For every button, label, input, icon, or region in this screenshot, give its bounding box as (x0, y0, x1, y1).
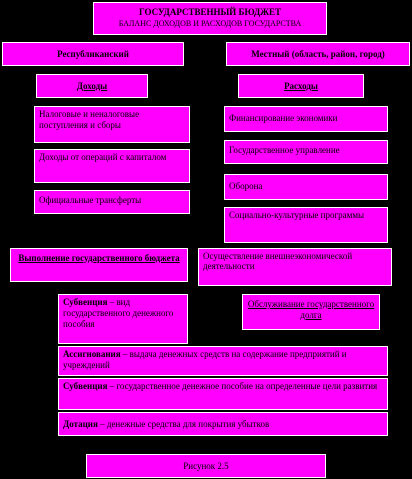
definition-row (58, 378, 388, 410)
income-item (34, 149, 190, 183)
definition-term: Ассигнования (63, 349, 121, 359)
definition-text: – денежные средства для покрытия убытков (97, 419, 270, 429)
debt-service-box (242, 294, 380, 330)
debt-service-label: Обслуживание государственного долга (247, 299, 375, 320)
definition-text: – выдача денежных средств на содержание предприятий и учреждений (63, 349, 347, 370)
level-local (226, 42, 410, 66)
subvention-text: – вид государственного денежного пособия (63, 297, 174, 329)
expense-item (224, 207, 388, 243)
subvention-box (58, 294, 188, 344)
execution-label: Выполнение государственного бюджета (18, 253, 180, 263)
expense-item (224, 174, 388, 200)
execution-box (10, 248, 188, 282)
definition-row (58, 346, 388, 376)
income-item (34, 106, 190, 143)
expense-item (224, 140, 388, 164)
expense-item-label: Государственное управление (229, 145, 340, 155)
definition-text: – государственное денежное пособие на определенные цели развития (107, 381, 378, 391)
expense-item-label: Финансирование экономики (229, 113, 338, 123)
income-header-label: Доходы (76, 81, 108, 91)
level-republican-label: Республиканский (57, 49, 129, 59)
income-item (34, 190, 190, 214)
level-local-label: Местный (область, район, город) (251, 49, 385, 59)
definition-term: Дотация (63, 419, 98, 429)
income-item-label: Налоговые и неналоговые поступления и сборы (39, 109, 140, 130)
expense-item-label: Оборона (229, 181, 263, 191)
title-line1: ГОСУДАРСТВЕННЫЙ БЮДЖЕТ (138, 7, 282, 17)
income-item-label: Официальные трансферты (39, 195, 142, 205)
definition-row (58, 412, 388, 436)
expense-item-label: Осуществление внешнеэкономической деятельности (203, 251, 353, 271)
title-line2: БАЛАНС ДОХОДОВ И РАСХОДОВ ГОСУДАРСТВА (118, 19, 302, 28)
income-item-label: Доходы от операций с капиталом (39, 152, 167, 162)
level-republican (2, 42, 184, 66)
income-header (36, 74, 148, 98)
subvention-term: Субвенция (63, 297, 108, 307)
expenses-header-label: Расходы (284, 81, 318, 91)
figure-caption-label: Рисунок 2.5 (183, 461, 229, 471)
expense-item (198, 248, 392, 286)
expenses-header (238, 74, 364, 98)
expense-item (224, 106, 388, 132)
definition-term: Субвенция (63, 381, 108, 391)
title-box (93, 2, 327, 35)
figure-caption (86, 454, 326, 478)
expense-item-label: Социально-культурные программы (229, 210, 365, 220)
